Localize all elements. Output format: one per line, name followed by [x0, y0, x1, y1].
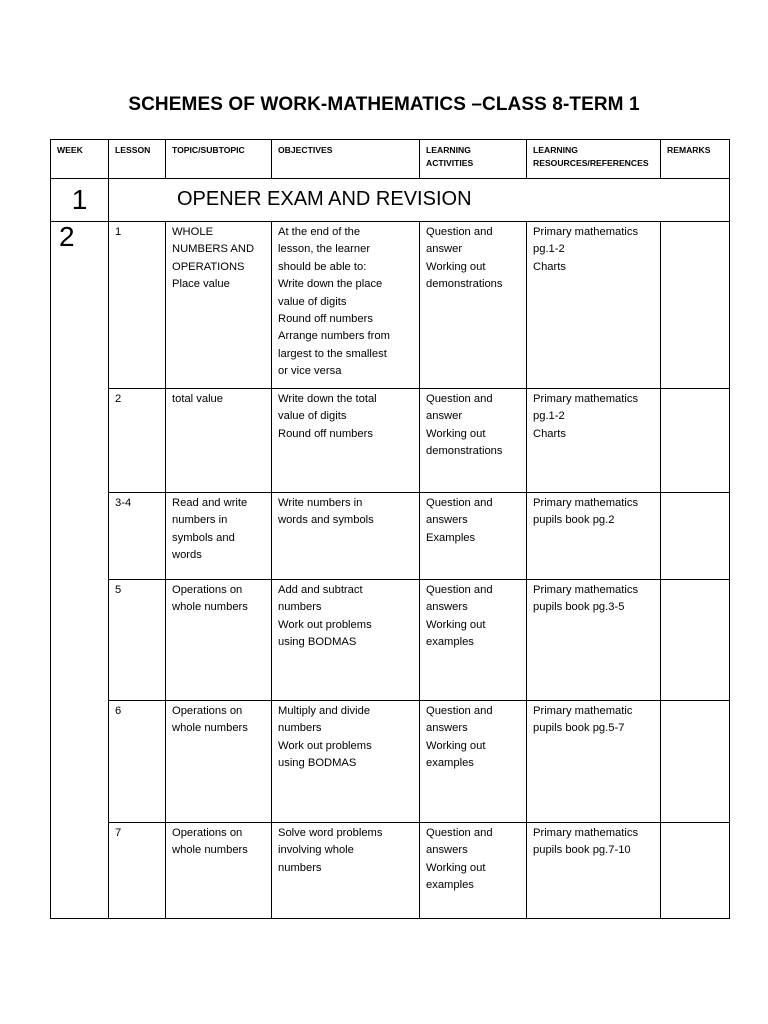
objectives-line: numbers [278, 601, 322, 614]
cell-topic [166, 493, 272, 580]
header-row [51, 140, 730, 179]
objectives-line: Multiply and divide [278, 705, 371, 717]
objectives-line: Solve word problems [278, 827, 383, 839]
cell-lesson: 5 [109, 580, 166, 701]
topic-line: NUMBERS AND [172, 243, 255, 256]
objectives-line: At the end of the [278, 226, 361, 238]
resources-line: Primary mathematics [533, 584, 639, 596]
cell-objectives [272, 222, 420, 389]
activities-line: answers [426, 514, 468, 527]
table-row [51, 493, 730, 580]
cell-objectives [272, 580, 420, 701]
objectives-line: lesson, the learner [278, 243, 371, 256]
week-number: 2 [51, 222, 109, 919]
topic-line: words [172, 549, 202, 562]
cell-resources [527, 389, 661, 493]
resources-line: Primary mathematics [533, 497, 639, 509]
resources-line: Primary mathematic [533, 705, 633, 717]
cell-resources [527, 222, 661, 389]
resources-line: pupils book pg.3-5 [533, 601, 625, 614]
activities-line: answers [426, 844, 468, 857]
header-remarks: REMARKS [661, 140, 730, 179]
resources-line: Charts [533, 260, 566, 273]
cell-resources [527, 823, 661, 919]
page-title: SCHEMES OF WORK-MATHEMATICS –CLASS 8-TERM 1 [128, 94, 640, 115]
cell-remarks [661, 701, 730, 823]
objectives-line: numbers [278, 722, 322, 735]
activities-line: answer [426, 410, 463, 423]
cell-lesson: 7 [109, 823, 166, 919]
header-lesson: LESSON [109, 140, 166, 179]
topic-line: numbers in [172, 514, 228, 527]
activities-line: examples [426, 879, 474, 892]
activities-line: Question and [426, 705, 493, 717]
resources-line: Primary mathematics [533, 226, 639, 238]
topic-line: whole numbers [172, 844, 248, 857]
topic-line: whole numbers [172, 601, 248, 614]
activities-line: examples [426, 757, 474, 770]
opener-row [51, 179, 730, 222]
header-resources-line: RESOURCES/REFERENCES [533, 158, 649, 168]
cell-topic [166, 389, 272, 493]
header-week: WEEK [51, 140, 109, 179]
objectives-line: using BODMAS [278, 636, 357, 649]
activities-line: examples [426, 636, 474, 649]
cell-remarks [661, 823, 730, 919]
cell-activities [420, 222, 527, 389]
header-topic: TOPIC/SUBTOPIC [166, 140, 272, 179]
cell-objectives [272, 823, 420, 919]
objectives-line: using BODMAS [278, 757, 357, 770]
objectives-line: should be able to: [278, 260, 367, 273]
cell-objectives [272, 389, 420, 493]
activities-line: Working out [426, 618, 486, 631]
objectives-line: Round off numbers [278, 427, 373, 440]
table-row [51, 580, 730, 701]
cell-remarks [661, 580, 730, 701]
header-resources [527, 140, 661, 179]
objectives-line: largest to the smallest [278, 347, 387, 360]
topic-line: whole numbers [172, 722, 248, 735]
resources-line: pupils book pg.5-7 [533, 722, 625, 735]
cell-resources [527, 701, 661, 823]
activities-line: Question and [426, 584, 493, 596]
cell-activities [420, 493, 527, 580]
cell-resources [527, 580, 661, 701]
resources-line: Primary mathematics [533, 393, 639, 405]
objectives-line: Work out problems [278, 739, 372, 752]
cell-lesson: 2 [109, 389, 166, 493]
objectives-line: Write down the total [278, 393, 377, 405]
cell-objectives [272, 701, 420, 823]
activities-line: demonstrations [426, 445, 503, 458]
cell-objectives [272, 493, 420, 580]
cell-activities [420, 701, 527, 823]
opener-week-number: 1 [51, 179, 109, 222]
topic-line: Read and write [172, 497, 248, 509]
objectives-line: value of digits [278, 410, 347, 423]
objectives-line: value of digits [278, 295, 347, 308]
activities-line: Question and [426, 226, 493, 238]
topic-line: symbols and [172, 531, 235, 544]
objectives-line: Write numbers in [278, 497, 363, 509]
activities-line: Working out [426, 260, 486, 273]
cell-topic [166, 823, 272, 919]
scheme-table [50, 139, 730, 919]
cell-lesson: 3-4 [109, 493, 166, 580]
topic-line: WHOLE [172, 226, 214, 238]
cell-remarks [661, 222, 730, 389]
cell-topic [166, 701, 272, 823]
objectives-line: Work out problems [278, 618, 372, 631]
table-row [51, 389, 730, 493]
cell-activities [420, 823, 527, 919]
activities-line: demonstrations [426, 278, 503, 291]
topic-line: Operations on [172, 584, 243, 596]
cell-remarks [661, 493, 730, 580]
activities-line: answers [426, 722, 468, 735]
resources-line: pg.1-2 [533, 410, 565, 423]
objectives-line: Add and subtract [278, 584, 363, 596]
objectives-line: Write down the place [278, 278, 383, 291]
objectives-line: involving whole [278, 844, 354, 857]
objectives-line: or vice versa [278, 365, 342, 378]
activities-line: answer [426, 243, 463, 256]
table-row [51, 823, 730, 919]
activities-line: Question and [426, 393, 493, 405]
topic-line: Place value [172, 278, 230, 291]
activities-line: answers [426, 601, 468, 614]
objectives-line: Arrange numbers from [278, 330, 390, 343]
table-row [51, 701, 730, 823]
objectives-line: words and symbols [278, 514, 374, 527]
activities-line: Working out [426, 427, 486, 440]
objectives-line: numbers [278, 861, 322, 874]
cell-topic [166, 222, 272, 389]
resources-line: pupils book pg.7-10 [533, 844, 631, 857]
header-activities [420, 140, 527, 179]
topic-line: Operations on [172, 705, 243, 717]
cell-topic [166, 580, 272, 701]
activities-line: Question and [426, 827, 493, 839]
topic-line: Operations on [172, 827, 243, 839]
topic-line: total value [172, 393, 223, 405]
topic-line: OPERATIONS [172, 260, 245, 273]
activities-line: Examples [426, 531, 476, 544]
header-activities-line: LEARNING [426, 145, 471, 155]
header-resources-line: LEARNING [533, 145, 578, 155]
activities-line: Working out [426, 739, 486, 752]
activities-line: Working out [426, 861, 486, 874]
objectives-line: Round off numbers [278, 313, 373, 326]
cell-lesson: 6 [109, 701, 166, 823]
resources-line: pg.1-2 [533, 243, 565, 256]
cell-resources [527, 493, 661, 580]
resources-line: pupils book pg.2 [533, 514, 615, 527]
cell-remarks [661, 389, 730, 493]
header-activities-line: ACTIVITIES [426, 158, 474, 168]
opener-title: OPENER EXAM AND REVISION [109, 179, 730, 222]
cell-lesson: 1 [109, 222, 166, 389]
activities-line: Question and [426, 497, 493, 509]
resources-line: Charts [533, 427, 566, 440]
cell-activities [420, 389, 527, 493]
resources-line: Primary mathematics [533, 827, 639, 839]
header-objectives: OBJECTIVES [272, 140, 420, 179]
cell-activities [420, 580, 527, 701]
table-row [51, 222, 730, 389]
